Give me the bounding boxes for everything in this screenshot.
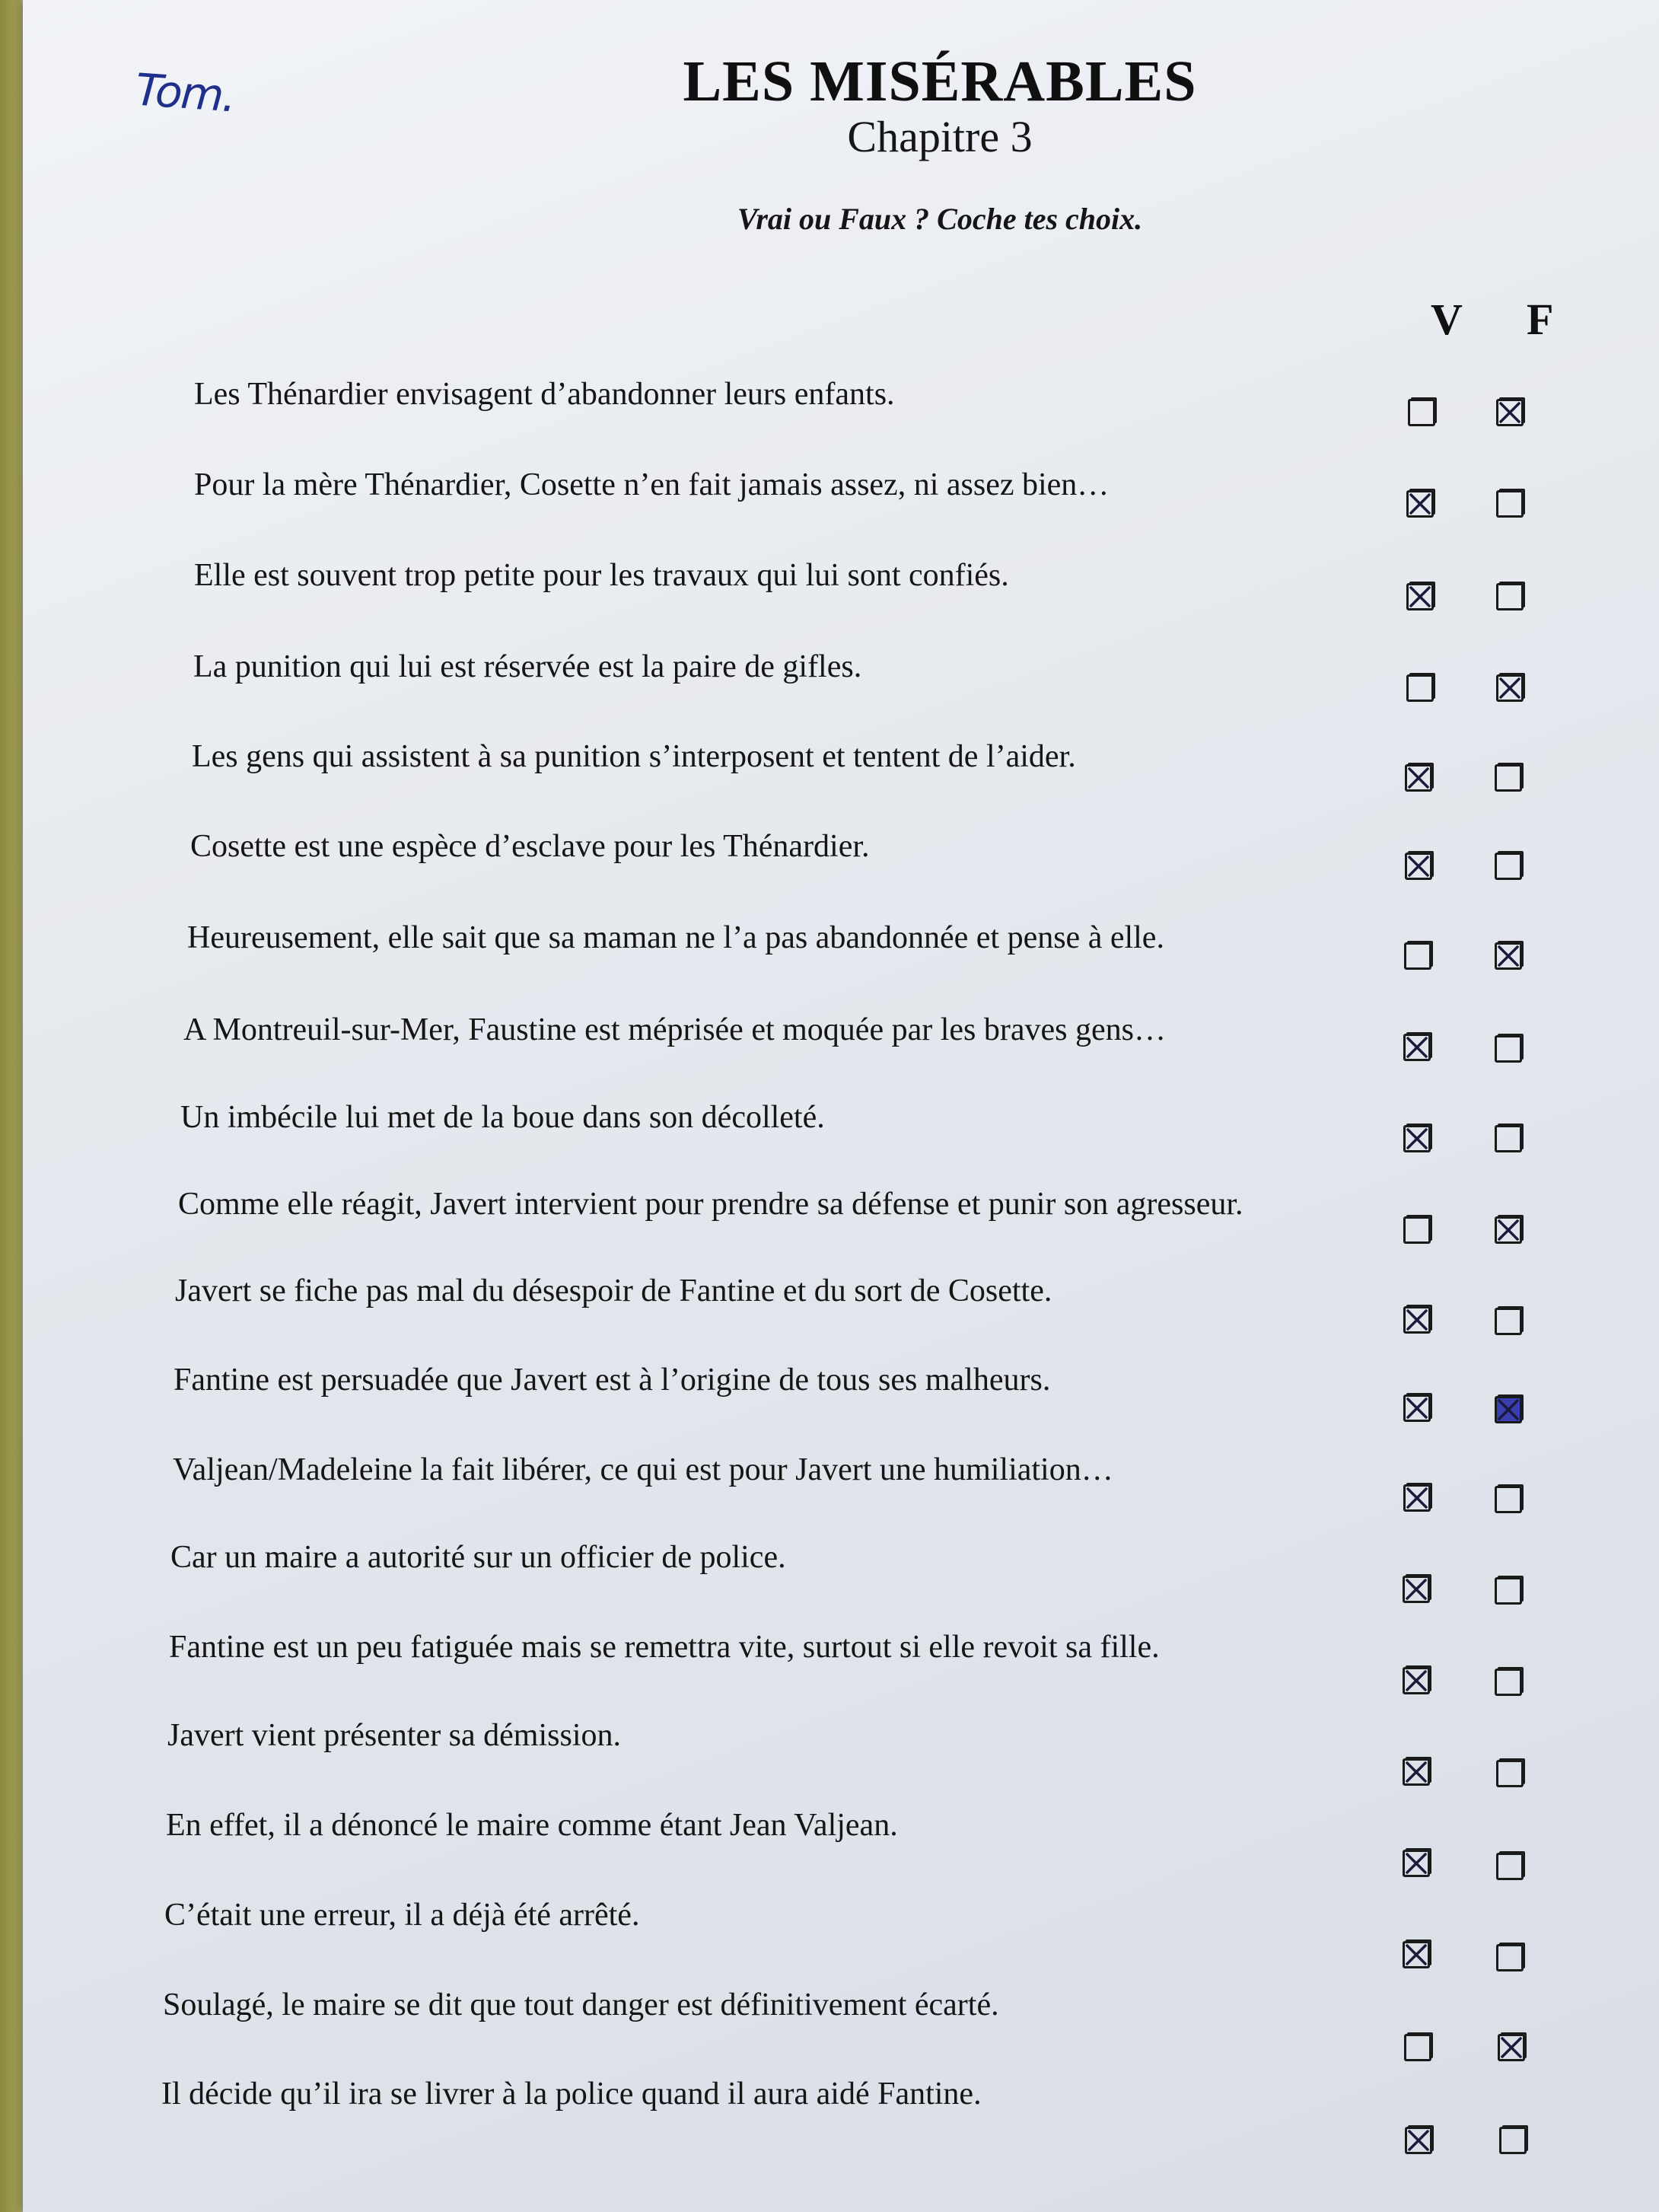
- question-row: [23, 557, 1659, 618]
- x-mark-icon: [1406, 1127, 1428, 1150]
- x-mark-icon: [1498, 677, 1521, 700]
- statement-text: Valjean/Madeleine la fait libérer, ce qui est pour Javert une humiliation…: [173, 1452, 1113, 1487]
- checkbox-vrai[interactable]: [1405, 764, 1432, 792]
- question-row: [23, 738, 1659, 799]
- checkbox-vrai[interactable]: [1406, 583, 1434, 610]
- question-row: [23, 467, 1659, 528]
- column-header-true: V: [1431, 295, 1463, 344]
- question-row: [23, 376, 1659, 437]
- question-row: [23, 1807, 1659, 1868]
- question-row: [23, 1539, 1659, 1600]
- checkbox-vrai[interactable]: [1403, 1306, 1431, 1334]
- checkbox-faux[interactable]: [1496, 399, 1524, 426]
- question-row: [23, 1629, 1659, 1690]
- question-row: [23, 1186, 1659, 1247]
- checkbox-faux[interactable]: [1495, 853, 1522, 880]
- x-mark-icon: [1405, 1852, 1428, 1875]
- checkbox-faux[interactable]: [1496, 1853, 1524, 1880]
- question-row: [23, 1099, 1659, 1160]
- checkbox-vrai[interactable]: [1404, 942, 1431, 970]
- x-mark-icon: [1497, 1219, 1520, 1241]
- question-row: [23, 1012, 1659, 1073]
- checkbox-faux[interactable]: [1495, 942, 1522, 970]
- instruction-text: Vrai ou Faux ? Coche tes choix.: [737, 202, 1143, 236]
- x-mark-icon: [1407, 2129, 1430, 2152]
- statement-text: Les Thénardier envisagent d’abandonner leurs enfants.: [194, 377, 895, 412]
- checkbox-vrai[interactable]: [1403, 1758, 1430, 1786]
- x-mark-icon: [1405, 1943, 1428, 1966]
- x-mark-icon: [1407, 767, 1430, 789]
- chapter-subtitle: Chapitre 3: [847, 112, 1033, 161]
- checkbox-vrai[interactable]: [1404, 2034, 1431, 2061]
- checkbox-faux[interactable]: [1495, 1577, 1522, 1605]
- x-mark-icon: [1500, 2036, 1523, 2059]
- x-mark-icon: [1405, 1761, 1428, 1783]
- checkbox-vrai[interactable]: [1403, 1034, 1431, 1061]
- checkbox-faux[interactable]: [1495, 1396, 1522, 1423]
- worksheet-page: [23, 0, 1659, 2212]
- page-title: LES MISÉRABLES: [683, 49, 1197, 113]
- checkbox-faux[interactable]: [1495, 1125, 1522, 1152]
- checkbox-faux[interactable]: [1495, 1216, 1522, 1244]
- checkbox-vrai[interactable]: [1403, 1667, 1430, 1694]
- checkbox-vrai[interactable]: [1403, 1125, 1431, 1152]
- x-mark-icon: [1405, 1578, 1428, 1601]
- statement-text: Les gens qui assistent à sa punition s’interposent et tentent de l’aider.: [192, 739, 1076, 774]
- statement-text: Soulagé, le maire se dit que tout danger est définitivement écarté.: [163, 1987, 999, 2022]
- checkbox-vrai[interactable]: [1408, 399, 1435, 426]
- checkbox-faux[interactable]: [1496, 1760, 1524, 1787]
- x-mark-icon: [1406, 1487, 1428, 1509]
- handwritten-name: Tom.: [133, 63, 237, 123]
- statement-text: Comme elle réagit, Javert intervient pour prendre sa défense et punir son agresseur.: [178, 1187, 1243, 1222]
- question-row: [23, 828, 1659, 889]
- x-mark-icon: [1497, 1398, 1520, 1421]
- question-row: [23, 2076, 1659, 2137]
- statement-text: Javert se fiche pas mal du désespoir de Fantine et du sort de Cosette.: [175, 1273, 1052, 1308]
- question-row: [23, 1362, 1659, 1423]
- x-mark-icon: [1409, 585, 1431, 608]
- statement-text: A Montreuil-sur-Mer, Faustine est méprisée et moquée par les braves gens…: [183, 1012, 1166, 1047]
- checkbox-vrai[interactable]: [1403, 1394, 1431, 1422]
- checkbox-faux[interactable]: [1496, 1944, 1524, 1971]
- statement-text: C’était une erreur, il a déjà été arrêté.: [164, 1898, 640, 1933]
- checkbox-faux[interactable]: [1496, 583, 1524, 610]
- statement-text: Cosette est une espèce d’esclave pour les Thénardier.: [190, 829, 870, 864]
- checkbox-faux[interactable]: [1496, 490, 1524, 518]
- question-row: [23, 920, 1659, 980]
- checkbox-faux[interactable]: [1499, 2127, 1527, 2154]
- statement-text: Javert vient présenter sa démission.: [167, 1718, 621, 1753]
- x-mark-icon: [1409, 492, 1431, 515]
- statement-text: Car un maire a autorité sur un officier de police.: [170, 1540, 786, 1575]
- question-row: [23, 649, 1659, 709]
- statement-text: Un imbécile lui met de la boue dans son décolleté.: [180, 1100, 825, 1135]
- x-mark-icon: [1498, 401, 1521, 424]
- x-mark-icon: [1406, 1397, 1428, 1420]
- checkbox-vrai[interactable]: [1403, 1484, 1431, 1512]
- checkbox-vrai[interactable]: [1405, 2127, 1432, 2154]
- statement-text: Heureusement, elle sait que sa maman ne l’a pas abandonnée et pense à elle.: [187, 920, 1164, 955]
- statement-text: Il décide qu’il ira se livrer à la police quand il aura aidé Fantine.: [161, 2077, 982, 2112]
- question-row: [23, 1273, 1659, 1334]
- checkbox-faux[interactable]: [1495, 764, 1522, 792]
- x-mark-icon: [1406, 1308, 1428, 1331]
- checkbox-faux[interactable]: [1495, 1669, 1522, 1696]
- x-mark-icon: [1497, 945, 1520, 967]
- x-mark-icon: [1406, 1036, 1428, 1059]
- checkbox-vrai[interactable]: [1405, 853, 1432, 880]
- checkbox-vrai[interactable]: [1403, 1850, 1430, 1877]
- question-row: [23, 1987, 1659, 2048]
- question-row: [23, 1897, 1659, 1958]
- checkbox-faux[interactable]: [1495, 1308, 1522, 1335]
- statement-text: Fantine est persuadée que Javert est à l’origine de tous ses malheurs.: [174, 1363, 1051, 1398]
- statement-text: Elle est souvent trop petite pour les travaux qui lui sont confiés.: [194, 558, 1009, 593]
- statement-text: La punition qui lui est réservée est la paire de gifles.: [193, 649, 862, 684]
- checkbox-faux[interactable]: [1498, 2034, 1525, 2061]
- statement-text: Pour la mère Thénardier, Cosette n’en fait jamais assez, ni assez bien…: [194, 467, 1110, 502]
- checkbox-vrai[interactable]: [1403, 1941, 1430, 1968]
- x-mark-icon: [1407, 855, 1430, 878]
- checkbox-vrai[interactable]: [1403, 1576, 1430, 1603]
- statement-text: Fantine est un peu fatiguée mais se remettra vite, surtout si elle revoit sa fille.: [169, 1630, 1160, 1665]
- checkbox-faux[interactable]: [1495, 1035, 1522, 1063]
- question-row: [23, 1717, 1659, 1778]
- checkbox-vrai[interactable]: [1406, 490, 1434, 518]
- checkbox-vrai[interactable]: [1406, 674, 1434, 702]
- x-mark-icon: [1405, 1669, 1428, 1692]
- checkbox-vrai[interactable]: [1403, 1216, 1431, 1244]
- checkbox-faux[interactable]: [1496, 674, 1524, 702]
- checkbox-faux[interactable]: [1495, 1486, 1522, 1513]
- question-row: [23, 1452, 1659, 1512]
- column-header-false: F: [1527, 295, 1554, 344]
- statement-text: En effet, il a dénoncé le maire comme étant Jean Valjean.: [166, 1808, 898, 1843]
